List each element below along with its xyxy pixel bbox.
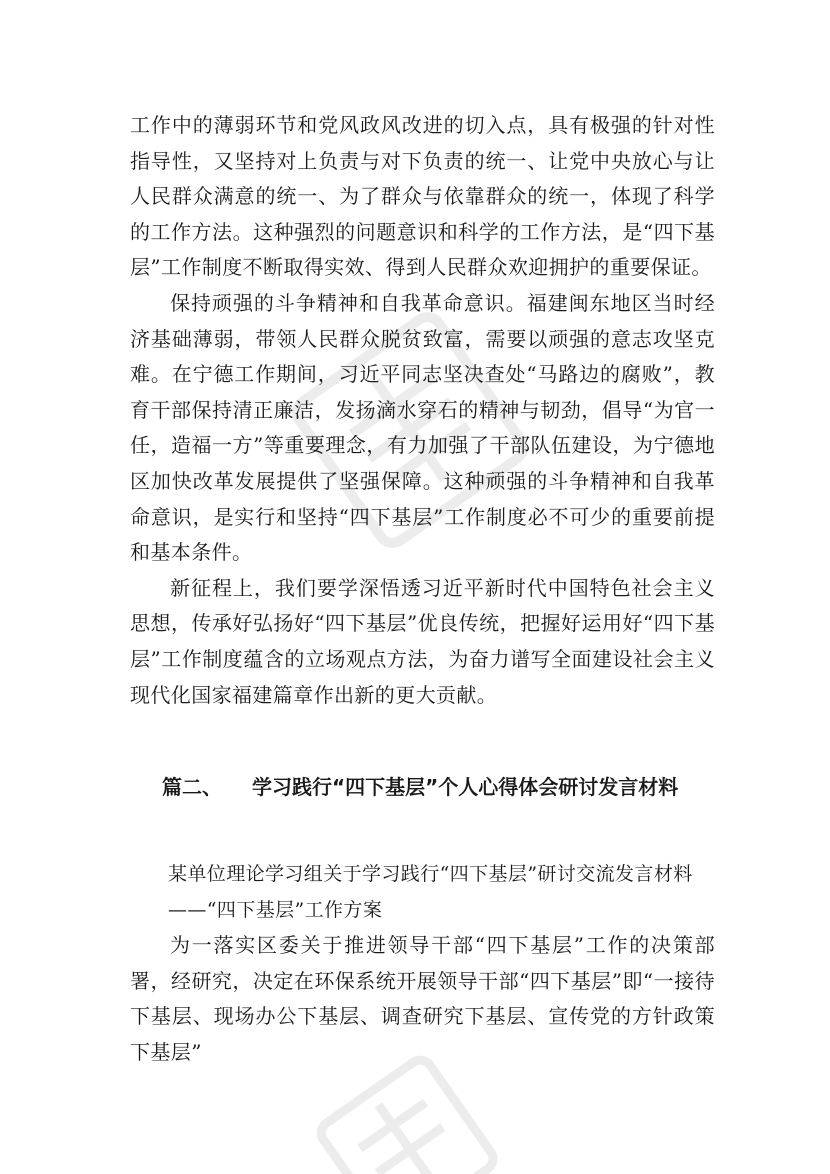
document-body: [130, 108, 715, 1071]
section-heading: [130, 769, 715, 805]
paragraph-continuation: 工作中的薄弱环节和党风政风改进的切入点，具有极强的针对性指导性，又坚持对上负责与对下负责的统一、让党中央放心与让人民群众满意的统一、为了群众与依靠群众的统一，体现了科学的工作方法。这种强烈的问题意识和科学的工作方法，是“四下基层”工作制度不断取得实效、得到人民群众欢迎拥护的重要保证。: [130, 113, 715, 280]
heading-spacer: [130, 805, 715, 857]
section-title: 学习践行“四下基层”个人心得体会研讨发言材料: [252, 775, 679, 800]
section-number: 篇二、: [162, 775, 222, 800]
paragraph-struggle-spirit: 保持顽强的斗争精神和自我革命意识。福建闽东地区当时经济基础薄弱，带领人民群众脱贫致富，需要以顽强的意志攻坚克难。在宁德工作期间，习近平同志坚决查处“马路边的腐败”，教育干部保持清正廉洁，发扬滴水穿石的精神与韧劲，倡导“为官一任，造福一方”等重要理念，有力加强了干部队伍建设，为宁德地区加快改革发展提供了坚强保障。这种顽强的斗争精神和自我革命意识，是实行和坚持“四下基层”工作制度必不可少的重要前提和基本条件。: [130, 290, 715, 565]
paragraph-new-journey: 新征程上，我们要学深悟透习近平新时代中国特色社会主义思想，传承好弘扬好“四下基层”优良传统，把握好运用好“四下基层”工作制度蕴含的立场观点方法，为奋力谱写全面建设社会主义现代化国家福建篇章作出新的更大贡献。: [130, 575, 715, 707]
paragraph-work-plan: 为一落实区委关于推进领导干部“四下基层”工作的决策部署，经研究，决定在环保系统开展领导干部“四下基层”即“一接待下基层、现场办公下基层、调查研究下基层、宣传党的方针政策下基层”: [130, 933, 715, 1065]
section-spacer: [130, 713, 715, 769]
subtitle-line: ——“四下基层”工作方案: [168, 898, 383, 921]
subtitle-line: 某单位理论学习组关于学习践行“四下基层”研讨交流发言材料: [168, 863, 693, 886]
